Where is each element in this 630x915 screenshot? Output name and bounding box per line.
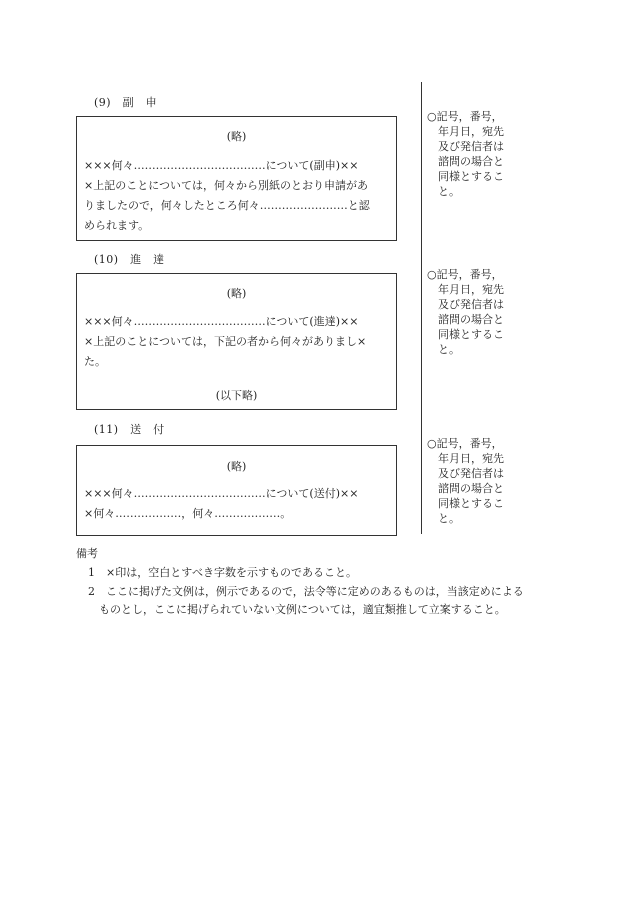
body-line: た。 (84, 355, 106, 368)
remark-item: 2 ここに掲げた文例は，例示であるので，法令等に定めのあるものは，当該定めによる (88, 585, 524, 598)
section-heading-shintatsu: (10) 進 達 (94, 253, 165, 266)
side-note-line: 諮問の場合と (438, 155, 504, 168)
side-note-line: 年月日，宛先 (438, 452, 504, 465)
section-heading-soufu: (11) 送 付 (94, 423, 165, 436)
example-body (84, 312, 390, 372)
margin-divider-line (421, 82, 422, 534)
side-note-line: と。 (438, 512, 460, 525)
ryaku-label: (略) (226, 460, 247, 473)
example-box-shintatsu (76, 273, 397, 410)
body-line: ×上記のことについては，下記の者から何々がありまし× (84, 335, 367, 348)
body-line: ×××何々………………………………について(副申)×× (84, 159, 359, 172)
example-box-soufu (76, 445, 397, 536)
side-note-line: 諮問の場合と (438, 313, 504, 326)
side-note-line: と。 (438, 185, 460, 198)
section-heading-fukushin: (9) 副 申 (94, 96, 158, 109)
remark-item: ものとし，ここに掲げられていない文例については，適宜類推して立案すること。 (88, 603, 506, 616)
side-note-line: 年月日，宛先 (438, 283, 504, 296)
body-line: りましたので，何々したところ何々……………………と認 (84, 199, 370, 212)
side-note-fukushin (427, 109, 527, 199)
remark-item: 1 ×印は，空白とすべき字数を示すものであること。 (88, 566, 357, 579)
side-note-soufu (427, 436, 527, 526)
example-box-fukushin (76, 116, 397, 241)
body-line: ×××何々………………………………について(進達)×× (84, 315, 359, 328)
side-note-line: 諮問の場合と (438, 482, 504, 495)
ryaku-label: (略) (226, 130, 247, 143)
example-body (84, 484, 390, 524)
side-note-line: 及び発信者は (438, 467, 504, 480)
ryaku-label: (略) (226, 287, 247, 300)
side-note-shintatsu (427, 267, 527, 357)
body-line: ×××何々………………………………について(送付)×× (84, 487, 359, 500)
side-note-line: 同様とするこ (438, 497, 504, 510)
example-body (84, 156, 390, 236)
side-note-line: と。 (438, 343, 460, 356)
body-line: ×上記のことについては，何々から別紙のとおり申請があ (84, 179, 368, 192)
side-note-line: 同様とするこ (438, 170, 504, 183)
remarks-title: 備考 (76, 547, 98, 560)
side-note-line: ○記号，番号， (427, 437, 503, 450)
body-line: められます。 (84, 219, 150, 232)
body-line: ×何々………………，何々………………。 (84, 507, 292, 520)
side-note-line: 年月日，宛先 (438, 125, 504, 138)
side-note-line: 及び発信者は (438, 140, 504, 153)
side-note-line: ○記号，番号， (427, 268, 503, 281)
side-note-line: 及び発信者は (438, 298, 504, 311)
side-note-line: ○記号，番号， (427, 110, 503, 123)
omitted-below-label: (以下略) (215, 389, 258, 402)
side-note-line: 同様とするこ (438, 328, 504, 341)
